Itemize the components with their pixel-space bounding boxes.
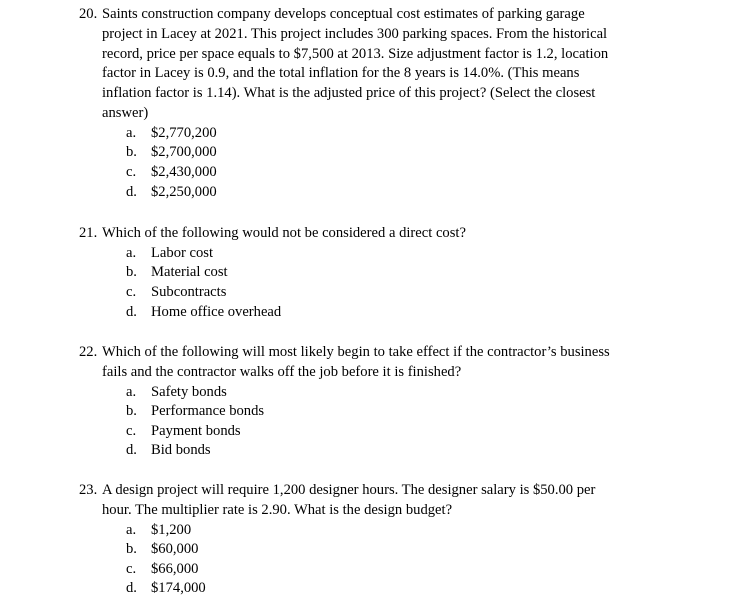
question-21 [79,224,679,322]
question-text: fails and the contractor walks off the job before it is finished? [102,363,462,380]
option-letter: a. [126,521,137,538]
option-letter: c. [126,163,137,180]
question-text: record, price per space equals to $7,500 at 2013. Size adjustment factor is 1.2, location [102,45,609,62]
question-20 [79,5,679,202]
option-text: Labor cost [151,244,214,261]
question-text-line [79,363,679,383]
question-text-line [79,64,679,84]
question-text: Saints construction company develops conceptual cost estimates of parking garage [102,6,585,22]
question-23 [79,481,679,599]
option-text: Performance bonds [151,403,265,420]
option-text: $2,700,000 [151,144,217,161]
answer-option-c [79,560,679,580]
answer-option-d [79,441,679,461]
question-text: answer) [102,104,149,121]
question-number: 23. [79,482,98,498]
question-text-line [79,25,679,45]
answer-option-c [79,163,679,183]
answer-option-a [79,521,679,541]
question-text-line [79,224,679,244]
answer-option-b [79,263,679,283]
option-text: Subcontracts [151,283,227,300]
question-text-line [79,84,679,104]
option-letter: d. [126,442,137,459]
option-letter: d. [126,183,137,200]
option-letter: b. [126,541,137,558]
question-text: project in Lacey at 2021. This project includes 300 parking spaces. From the historical [102,25,608,42]
answer-option-b [79,540,679,560]
question-text: Which of the following will most likely begin to take effect if the contractor’s business [102,344,610,360]
question-text-line [79,5,679,25]
question-text: Which of the following would not be considered a direct cost? [102,225,466,241]
option-text: $174,000 [151,580,206,597]
question-text: A design project will require 1,200 designer hours. The designer salary is $50.00 per [102,482,596,498]
answer-option-d [79,183,679,203]
answer-option-c [79,283,679,303]
answer-option-a [79,383,679,403]
option-letter: a. [126,383,137,400]
answer-option-d [79,579,679,599]
option-text: Bid bonds [151,442,211,459]
question-number: 22. [79,344,98,360]
option-letter: a. [126,124,137,141]
option-letter: b. [126,144,137,161]
question-number: 20. [79,6,98,22]
question-22 [79,343,679,461]
answer-option-b [79,402,679,422]
question-text: hour. The multiplier rate is 2.90. What is the design budget? [102,501,453,518]
question-text-line [79,501,679,521]
option-letter: d. [126,580,137,597]
option-text: Material cost [151,264,228,281]
answer-option-a [79,124,679,144]
answer-option-a [79,244,679,264]
option-letter: c. [126,422,137,439]
question-text-line [79,104,679,124]
option-text: Payment bonds [151,422,241,439]
option-letter: c. [126,560,137,577]
option-letter: b. [126,264,137,281]
option-text: $60,000 [151,541,199,558]
question-text-line [79,343,679,363]
question-number: 21. [79,225,98,241]
answer-option-c [79,422,679,442]
option-text: Home office overhead [151,303,282,320]
question-text-line [79,45,679,65]
question-text-line [79,481,679,501]
option-text: $2,770,200 [151,124,217,141]
option-text: $2,250,000 [151,183,217,200]
question-text: inflation factor is 1.14). What is the adjusted price of this project? (Select the closest [102,85,596,102]
option-letter: d. [126,303,137,320]
option-text: $66,000 [151,560,199,577]
answer-option-d [79,303,679,323]
option-text: Safety bonds [151,383,227,400]
option-text: $1,200 [151,521,192,538]
option-text: $2,430,000 [151,163,217,180]
answer-option-b [79,143,679,163]
question-text: factor in Lacey is 0.9, and the total inflation for the 8 years is 14.0%. (This means [102,65,580,82]
option-letter: b. [126,403,137,420]
option-letter: a. [126,244,137,261]
option-letter: c. [126,283,137,300]
